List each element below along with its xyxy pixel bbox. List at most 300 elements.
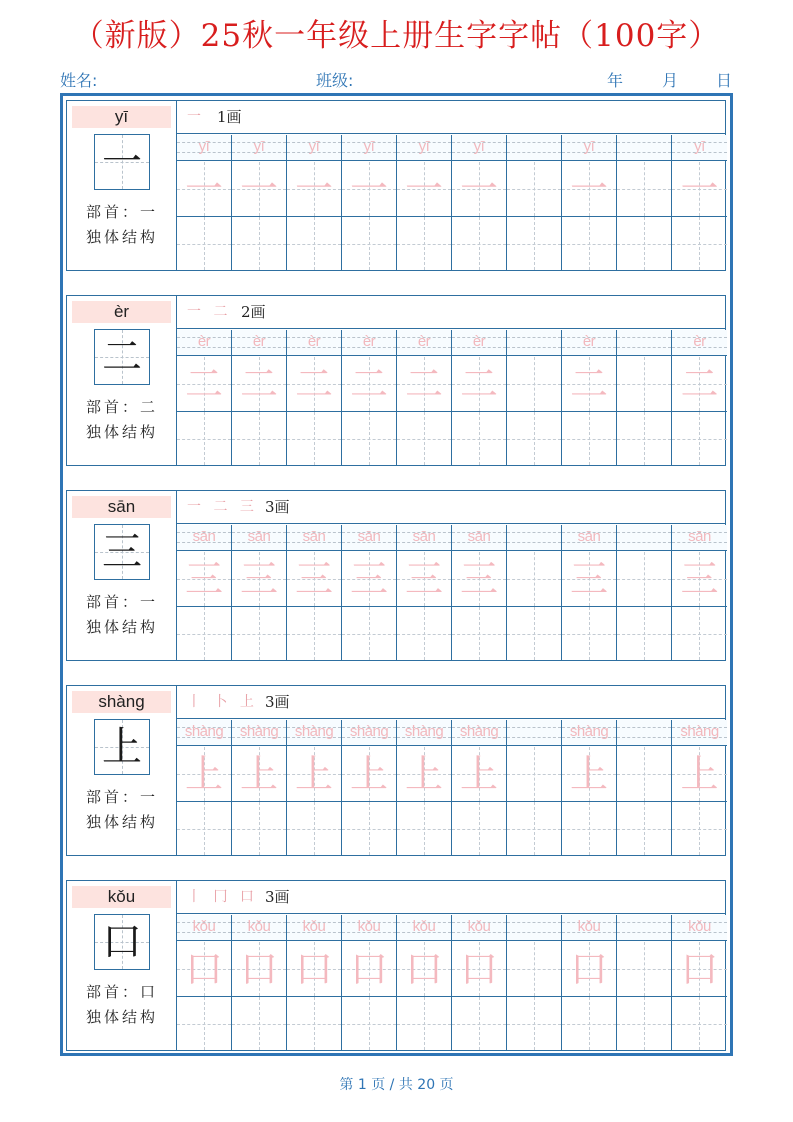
practice-column: [342, 720, 397, 855]
tian-grid-cell[interactable]: [507, 217, 561, 270]
trace-character: 口: [569, 947, 608, 991]
trace-pinyin: kǒu: [467, 918, 491, 935]
tian-grid-cell[interactable]: [617, 357, 671, 412]
pinyin-cell[interactable]: [232, 525, 286, 551]
practice-column: [342, 525, 397, 660]
trace-character: 口: [459, 947, 498, 991]
tian-grid-cell[interactable]: [232, 802, 286, 855]
trace-character: 三: [294, 557, 333, 601]
tian-grid-cell[interactable]: [562, 412, 616, 465]
tian-grid-cell[interactable]: [287, 802, 341, 855]
trace-pinyin: sān: [192, 528, 216, 545]
tian-grid-cell[interactable]: [397, 552, 451, 607]
stroke-order-row: [177, 491, 725, 524]
trace-character: 口: [294, 947, 333, 991]
practice-grid: [177, 330, 725, 465]
tian-grid-cell[interactable]: [232, 942, 286, 997]
radical-label: 部首：口: [85, 983, 158, 1001]
practice-column: [287, 330, 342, 465]
practice-column: [507, 720, 562, 855]
radical-label: 部首：一: [85, 203, 158, 221]
pinyin-cell[interactable]: [507, 720, 561, 746]
trace-character: 一: [239, 167, 278, 211]
practice-column: [452, 330, 507, 465]
pinyin-cell[interactable]: [672, 915, 727, 941]
trace-pinyin: èr: [197, 333, 211, 350]
tian-grid-cell[interactable]: [177, 607, 231, 660]
tian-grid-cell[interactable]: [672, 997, 727, 1050]
tian-grid-cell[interactable]: [672, 552, 727, 607]
tian-grid-cell[interactable]: [507, 747, 561, 802]
tian-grid-cell[interactable]: [287, 162, 341, 217]
pinyin-cell[interactable]: [562, 135, 616, 161]
trace-pinyin: shàng: [459, 723, 499, 740]
tian-grid-cell[interactable]: [232, 412, 286, 465]
trace-pinyin: kǒu: [302, 918, 326, 935]
practice-area: [177, 101, 725, 270]
practice-column: [507, 525, 562, 660]
pinyin-cell[interactable]: [177, 135, 231, 161]
practice-column: [672, 720, 727, 855]
practice-column: [672, 135, 727, 270]
stroke-order-steps: 一 二: [187, 304, 232, 320]
tian-grid-cell[interactable]: [507, 997, 561, 1050]
character-card: [66, 880, 726, 1051]
pinyin-cell[interactable]: [452, 330, 506, 356]
trace-character: 二: [294, 362, 333, 406]
tian-grid-cell[interactable]: [232, 607, 286, 660]
stroke-order-steps: 一: [187, 109, 205, 125]
tian-grid-cell[interactable]: [562, 162, 616, 217]
trace-pinyin: shàng: [569, 723, 609, 740]
pinyin-cell[interactable]: [287, 525, 341, 551]
pinyin-cell[interactable]: [617, 915, 671, 941]
pinyin-label: èr: [72, 301, 171, 323]
practice-column: [672, 525, 727, 660]
tian-grid-cell[interactable]: [232, 747, 286, 802]
practice-column: [617, 135, 672, 270]
tian-grid-cell[interactable]: [562, 552, 616, 607]
practice-grid: [177, 720, 725, 855]
tian-grid-cell[interactable]: [617, 162, 671, 217]
trace-pinyin: kǒu: [192, 918, 216, 935]
tian-grid-cell[interactable]: [287, 607, 341, 660]
practice-column: [287, 915, 342, 1050]
pinyin-cell[interactable]: [177, 915, 231, 941]
tian-grid-cell[interactable]: [452, 607, 506, 660]
pinyin-cell[interactable]: [617, 330, 671, 356]
pinyin-cell[interactable]: [507, 915, 561, 941]
trace-pinyin: èr: [307, 333, 321, 350]
tian-grid-cell[interactable]: [617, 552, 671, 607]
tian-grid-cell[interactable]: [507, 162, 561, 217]
practice-column: [342, 330, 397, 465]
pinyin-label: sān: [72, 496, 171, 518]
trace-pinyin: sān: [577, 528, 601, 545]
practice-column: [507, 915, 562, 1050]
trace-pinyin: sān: [357, 528, 381, 545]
tian-grid-cell[interactable]: [397, 162, 451, 217]
practice-column: [232, 915, 287, 1050]
tian-grid-cell[interactable]: [397, 997, 451, 1050]
trace-character: 一: [459, 167, 498, 211]
practice-column: [177, 330, 232, 465]
pinyin-cell[interactable]: [397, 330, 451, 356]
pinyin-cell[interactable]: [287, 135, 341, 161]
pinyin-cell[interactable]: [397, 915, 451, 941]
tian-grid-cell[interactable]: [617, 802, 671, 855]
trace-character: 上: [404, 752, 443, 796]
trace-pinyin: kǒu: [412, 918, 436, 935]
tian-grid-cell[interactable]: [342, 747, 396, 802]
trace-character: 二: [184, 362, 223, 406]
tian-grid-cell[interactable]: [397, 747, 451, 802]
tian-grid-cell[interactable]: [507, 357, 561, 412]
model-character: 口: [102, 919, 142, 965]
tian-grid-cell[interactable]: [507, 412, 561, 465]
model-character-box: [94, 914, 150, 970]
tian-grid-cell[interactable]: [287, 412, 341, 465]
pinyin-cell[interactable]: [452, 525, 506, 551]
practice-column: [562, 915, 617, 1050]
tian-grid-cell[interactable]: [342, 802, 396, 855]
trace-pinyin: kǒu: [357, 918, 381, 935]
model-character-box: [94, 524, 150, 580]
pinyin-cell[interactable]: [617, 525, 671, 551]
stroke-order-row: [177, 881, 725, 914]
trace-pinyin: sān: [412, 528, 436, 545]
trace-character: 上: [569, 752, 608, 796]
tian-grid-cell[interactable]: [672, 607, 727, 660]
practice-column: [232, 525, 287, 660]
tian-grid-cell[interactable]: [177, 162, 231, 217]
practice-column: [672, 330, 727, 465]
practice-area: [177, 296, 725, 465]
practice-column: [617, 330, 672, 465]
tian-grid-cell[interactable]: [672, 747, 727, 802]
tian-grid-cell[interactable]: [177, 357, 231, 412]
pinyin-cell[interactable]: [507, 330, 561, 356]
tian-grid-cell[interactable]: [452, 412, 506, 465]
pinyin-cell[interactable]: [507, 525, 561, 551]
trace-character: 三: [404, 557, 443, 601]
practice-column: [397, 525, 452, 660]
trace-character: 上: [184, 752, 223, 796]
pinyin-cell[interactable]: [232, 720, 286, 746]
tian-grid-cell[interactable]: [452, 162, 506, 217]
practice-column: [562, 135, 617, 270]
structure-label: 独体结构: [85, 618, 158, 636]
tian-grid-cell[interactable]: [287, 552, 341, 607]
tian-grid-cell[interactable]: [287, 747, 341, 802]
stroke-order-row: [177, 296, 725, 329]
pinyin-cell[interactable]: [342, 720, 396, 746]
tian-grid-cell[interactable]: [232, 552, 286, 607]
pinyin-cell[interactable]: [287, 720, 341, 746]
practice-column: [287, 135, 342, 270]
trace-pinyin: yī: [473, 138, 485, 155]
stroke-count: 3画: [265, 693, 290, 711]
trace-character: 三: [349, 557, 388, 601]
tian-grid-cell[interactable]: [452, 357, 506, 412]
practice-column: [287, 720, 342, 855]
trace-pinyin: èr: [582, 333, 596, 350]
character-info-panel: [67, 296, 177, 465]
trace-pinyin: èr: [472, 333, 486, 350]
tian-grid-cell[interactable]: [342, 997, 396, 1050]
tian-grid-cell[interactable]: [177, 747, 231, 802]
practice-area: [177, 686, 725, 855]
pinyin-cell[interactable]: [232, 135, 286, 161]
trace-character: 上: [459, 752, 498, 796]
tian-grid-cell[interactable]: [617, 217, 671, 270]
practice-grid: [177, 525, 725, 660]
character-info-panel: [67, 491, 177, 660]
practice-column: [287, 525, 342, 660]
tian-grid-cell[interactable]: [452, 217, 506, 270]
trace-character: 一: [184, 167, 223, 211]
pinyin-cell[interactable]: [617, 720, 671, 746]
tian-grid-cell[interactable]: [397, 357, 451, 412]
day-label: 日: [716, 71, 733, 90]
trace-pinyin: shàng: [184, 723, 224, 740]
tian-grid-cell[interactable]: [287, 357, 341, 412]
trace-character: 上: [239, 752, 278, 796]
tian-grid-cell[interactable]: [672, 357, 727, 412]
pinyin-cell[interactable]: [672, 525, 727, 551]
tian-grid-cell[interactable]: [342, 942, 396, 997]
trace-character: 一: [569, 167, 608, 211]
tian-grid-cell[interactable]: [177, 552, 231, 607]
tian-grid-cell[interactable]: [507, 552, 561, 607]
tian-grid-cell[interactable]: [342, 357, 396, 412]
trace-pinyin: sān: [247, 528, 271, 545]
tian-grid-cell[interactable]: [617, 747, 671, 802]
model-character-box: [94, 719, 150, 775]
trace-character: 二: [239, 362, 278, 406]
trace-character: 二: [349, 362, 388, 406]
page-number: 第 1 页 / 共 20 页: [339, 1077, 454, 1093]
tian-grid-cell[interactable]: [562, 747, 616, 802]
tian-grid-cell[interactable]: [342, 412, 396, 465]
character-info-panel: [67, 686, 177, 855]
practice-column: [397, 915, 452, 1050]
character-info-panel: [67, 881, 177, 1050]
tian-grid-cell[interactable]: [177, 217, 231, 270]
practice-area: [177, 491, 725, 660]
tian-grid-cell[interactable]: [507, 942, 561, 997]
pinyin-cell[interactable]: [507, 135, 561, 161]
practice-grid: [177, 915, 725, 1050]
tian-grid-cell[interactable]: [452, 802, 506, 855]
character-card: [66, 685, 726, 856]
pinyin-cell[interactable]: [342, 135, 396, 161]
tian-grid-cell[interactable]: [342, 162, 396, 217]
pinyin-cell[interactable]: [452, 915, 506, 941]
trace-character: 二: [680, 362, 719, 406]
stroke-order-steps: 一 二 三: [187, 499, 258, 515]
pinyin-cell[interactable]: [177, 720, 231, 746]
tian-grid-cell[interactable]: [397, 942, 451, 997]
tian-grid-cell[interactable]: [507, 607, 561, 660]
tian-grid-cell[interactable]: [617, 997, 671, 1050]
tian-grid-cell[interactable]: [452, 747, 506, 802]
tian-grid-cell[interactable]: [342, 552, 396, 607]
trace-pinyin: èr: [417, 333, 431, 350]
practice-column: [232, 135, 287, 270]
tian-grid-cell[interactable]: [342, 217, 396, 270]
trace-character: 二: [569, 362, 608, 406]
stroke-order-row: [177, 101, 725, 134]
radical-label: 部首：一: [85, 593, 158, 611]
tian-grid-cell[interactable]: [287, 217, 341, 270]
tian-grid-cell[interactable]: [507, 802, 561, 855]
trace-pinyin: sān: [302, 528, 326, 545]
tian-grid-cell[interactable]: [617, 607, 671, 660]
pinyin-cell[interactable]: [342, 915, 396, 941]
pinyin-cell[interactable]: [672, 720, 727, 746]
tian-grid-cell[interactable]: [562, 607, 616, 660]
trace-pinyin: èr: [693, 333, 706, 350]
trace-character: 口: [404, 947, 443, 991]
tian-grid-cell[interactable]: [177, 802, 231, 855]
tian-grid-cell[interactable]: [177, 997, 231, 1050]
pinyin-cell[interactable]: [397, 525, 451, 551]
structure-label: 独体结构: [85, 423, 158, 441]
trace-pinyin: kǒu: [247, 918, 271, 935]
tian-grid-cell[interactable]: [177, 412, 231, 465]
pinyin-cell[interactable]: [617, 135, 671, 161]
tian-grid-cell[interactable]: [397, 217, 451, 270]
student-info-row: [60, 70, 733, 92]
trace-character: 三: [459, 557, 498, 601]
practice-column: [617, 915, 672, 1050]
pinyin-cell[interactable]: [452, 720, 506, 746]
pinyin-label: yī: [72, 106, 171, 128]
trace-character: 上: [349, 752, 388, 796]
tian-grid-cell[interactable]: [562, 357, 616, 412]
tian-grid-cell[interactable]: [397, 802, 451, 855]
pinyin-cell[interactable]: [177, 525, 231, 551]
tian-grid-cell[interactable]: [562, 217, 616, 270]
trace-character: 一: [404, 167, 443, 211]
pinyin-cell[interactable]: [672, 135, 727, 161]
trace-character: 口: [184, 947, 223, 991]
trace-character: 口: [239, 947, 278, 991]
trace-character: 上: [680, 752, 719, 796]
trace-character: 一: [680, 167, 719, 211]
stroke-count: 3画: [265, 888, 290, 906]
pinyin-cell[interactable]: [672, 330, 727, 356]
trace-pinyin: shàng: [239, 723, 279, 740]
tian-grid-cell[interactable]: [672, 217, 727, 270]
tian-grid-cell[interactable]: [672, 412, 727, 465]
tian-grid-cell[interactable]: [452, 997, 506, 1050]
tian-grid-cell[interactable]: [397, 412, 451, 465]
model-character-box: [94, 134, 150, 190]
pinyin-cell[interactable]: [342, 330, 396, 356]
tian-grid-cell[interactable]: [672, 162, 727, 217]
pinyin-cell[interactable]: [562, 720, 616, 746]
practice-column: [232, 720, 287, 855]
tian-grid-cell[interactable]: [177, 942, 231, 997]
practice-column: [397, 720, 452, 855]
tian-grid-cell[interactable]: [562, 997, 616, 1050]
trace-pinyin: shàng: [294, 723, 334, 740]
tian-grid-cell[interactable]: [232, 357, 286, 412]
structure-label: 独体结构: [85, 228, 158, 246]
trace-character: 一: [349, 167, 388, 211]
trace-character: 三: [680, 557, 719, 601]
tian-grid-cell[interactable]: [287, 942, 341, 997]
tian-grid-cell[interactable]: [452, 552, 506, 607]
stroke-count: 3画: [265, 498, 290, 516]
tian-grid-cell[interactable]: [232, 997, 286, 1050]
practice-column: [507, 330, 562, 465]
tian-grid-cell[interactable]: [232, 217, 286, 270]
practice-column: [177, 135, 232, 270]
pinyin-cell[interactable]: [397, 135, 451, 161]
pinyin-cell[interactable]: [452, 135, 506, 161]
tian-grid-cell[interactable]: [562, 942, 616, 997]
pinyin-label: kǒu: [72, 886, 171, 908]
trace-character: 二: [404, 362, 443, 406]
practice-column: [452, 525, 507, 660]
trace-character: 上: [294, 752, 333, 796]
pinyin-cell[interactable]: [562, 915, 616, 941]
tian-grid-cell[interactable]: [672, 802, 727, 855]
tian-grid-cell[interactable]: [672, 942, 727, 997]
trace-pinyin: yī: [198, 138, 210, 155]
trace-pinyin: shàng: [349, 723, 389, 740]
practice-column: [452, 720, 507, 855]
tian-grid-cell[interactable]: [562, 802, 616, 855]
practice-column: [177, 915, 232, 1050]
pinyin-cell[interactable]: [562, 525, 616, 551]
radical-label: 部首：二: [85, 398, 158, 416]
tian-grid-cell[interactable]: [617, 942, 671, 997]
practice-column: [452, 135, 507, 270]
tian-grid-cell[interactable]: [287, 997, 341, 1050]
trace-pinyin: shàng: [404, 723, 444, 740]
character-info-panel: [67, 101, 177, 270]
pinyin-cell[interactable]: [232, 915, 286, 941]
trace-character: 三: [239, 557, 278, 601]
practice-column: [342, 915, 397, 1050]
pinyin-cell[interactable]: [232, 330, 286, 356]
pinyin-cell[interactable]: [397, 720, 451, 746]
practice-column: [672, 915, 727, 1050]
trace-character: 三: [569, 557, 608, 601]
pinyin-cell[interactable]: [342, 525, 396, 551]
pinyin-cell[interactable]: [562, 330, 616, 356]
practice-grid: [177, 135, 725, 270]
stroke-count: 1画: [217, 108, 242, 126]
practice-column: [397, 135, 452, 270]
character-card: [66, 295, 726, 466]
trace-pinyin: yī: [253, 138, 265, 155]
tian-grid-cell[interactable]: [617, 412, 671, 465]
tian-grid-cell[interactable]: [342, 607, 396, 660]
tian-grid-cell[interactable]: [232, 162, 286, 217]
tian-grid-cell[interactable]: [397, 607, 451, 660]
model-character: 三: [102, 529, 142, 575]
pinyin-cell[interactable]: [177, 330, 231, 356]
pinyin-cell[interactable]: [287, 330, 341, 356]
pinyin-cell[interactable]: [287, 915, 341, 941]
practice-column: [507, 135, 562, 270]
tian-grid-cell[interactable]: [452, 942, 506, 997]
